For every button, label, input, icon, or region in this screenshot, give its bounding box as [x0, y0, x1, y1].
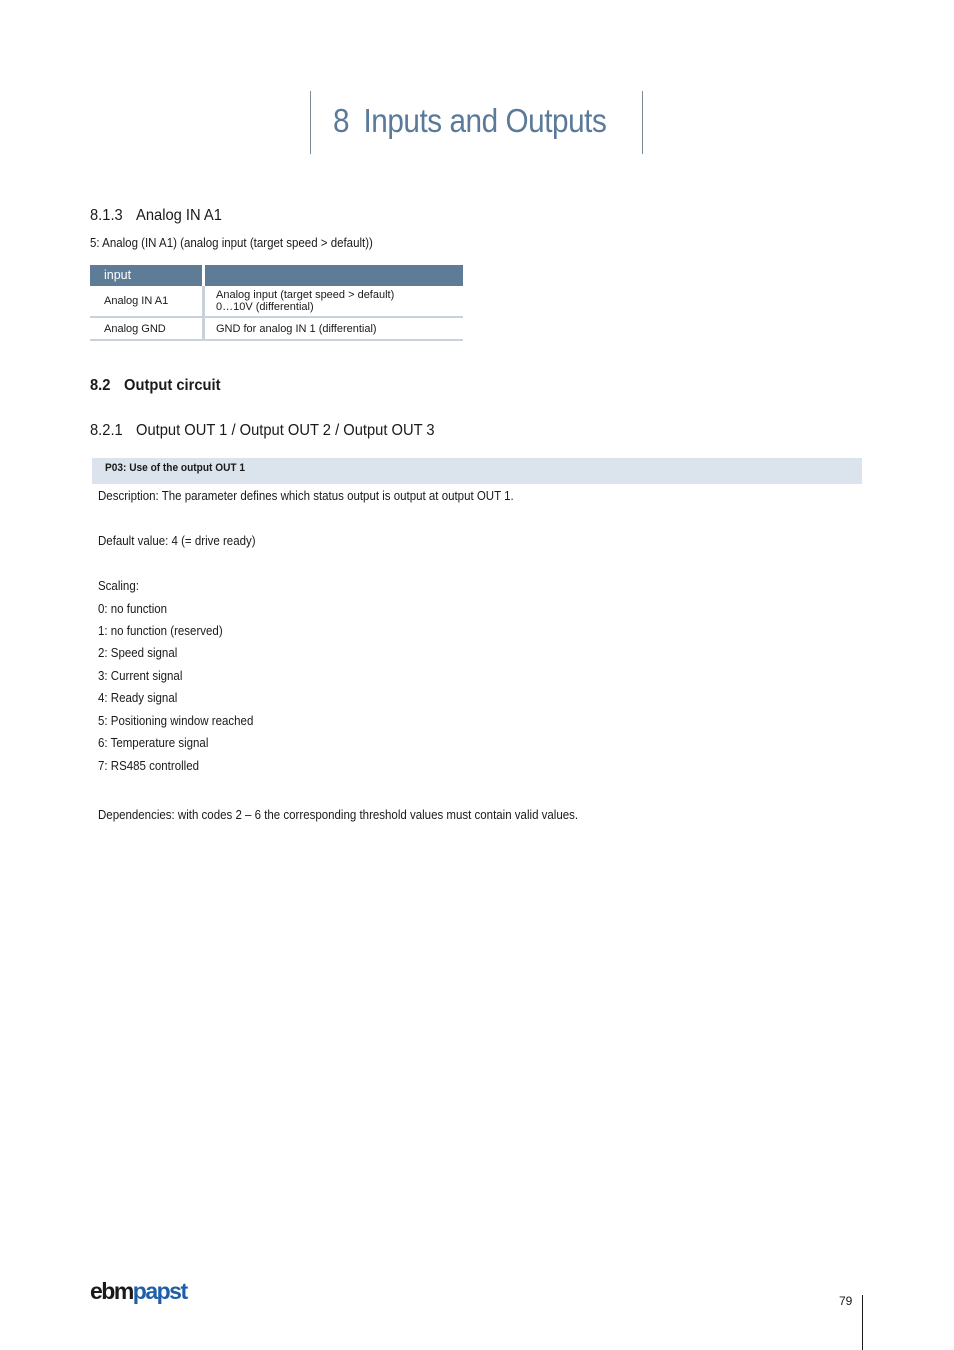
analog-intro-text: 5: Analog (IN A1) (analog input (target speed > default)) — [90, 236, 373, 250]
list-item: 7: RS485 controlled — [98, 759, 200, 773]
scaling-label: Scaling: — [98, 579, 139, 593]
list-item: 3: Current signal — [98, 669, 183, 683]
io-table-header-label: input — [90, 265, 202, 286]
io-table-header-empty — [205, 265, 463, 286]
list-item: 4: Ready signal — [98, 691, 178, 705]
table-row — [90, 286, 463, 318]
io-description: Analog input (target speed > default) 0…10V (differential) — [216, 289, 395, 313]
page-divider — [862, 1295, 863, 1350]
page-number: 79 — [839, 1294, 853, 1308]
chapter-divider-right — [642, 91, 643, 154]
section-8-1-3-heading: 8.1.3 Analog IN A1 — [90, 207, 222, 224]
io-name: Analog IN A1 — [104, 295, 169, 307]
parameter-dependencies: Dependencies: with codes 2 – 6 the corresponding threshold values must contain valid values. — [98, 808, 579, 822]
parameter-default: Default value: 4 (= drive ready) — [98, 534, 256, 548]
section-8-2-1-heading: 8.2.1 Output OUT 1 / Output OUT 2 / Output OUT 3 — [90, 422, 435, 439]
section-8-2-heading: 8.2 Output circuit — [90, 377, 221, 394]
io-table — [90, 265, 463, 341]
list-item: 0: no function — [98, 602, 168, 616]
io-table-header — [90, 265, 463, 286]
list-item: 1: no function (reserved) — [98, 624, 223, 638]
parameter-header: P03: Use of the output OUT 1 — [105, 462, 246, 474]
ebmpapst-logo: ebmpapst — [90, 1278, 187, 1304]
chapter-title-text: Inputs and Outputs — [363, 102, 607, 139]
chapter-title — [333, 102, 606, 140]
io-name: Analog GND — [104, 322, 166, 335]
list-item: 5: Positioning window reached — [98, 714, 254, 728]
list-item: 2: Speed signal — [98, 646, 178, 660]
table-row — [90, 318, 463, 341]
chapter-number: 8 — [333, 102, 350, 139]
io-description: GND for analog IN 1 (differential) — [216, 322, 377, 335]
parameter-header-bar — [92, 458, 862, 484]
chapter-divider-left — [310, 91, 311, 154]
parameter-description: Description: The parameter defines which status output is output at output OUT 1. — [98, 489, 514, 503]
list-item: 6: Temperature signal — [98, 736, 209, 750]
